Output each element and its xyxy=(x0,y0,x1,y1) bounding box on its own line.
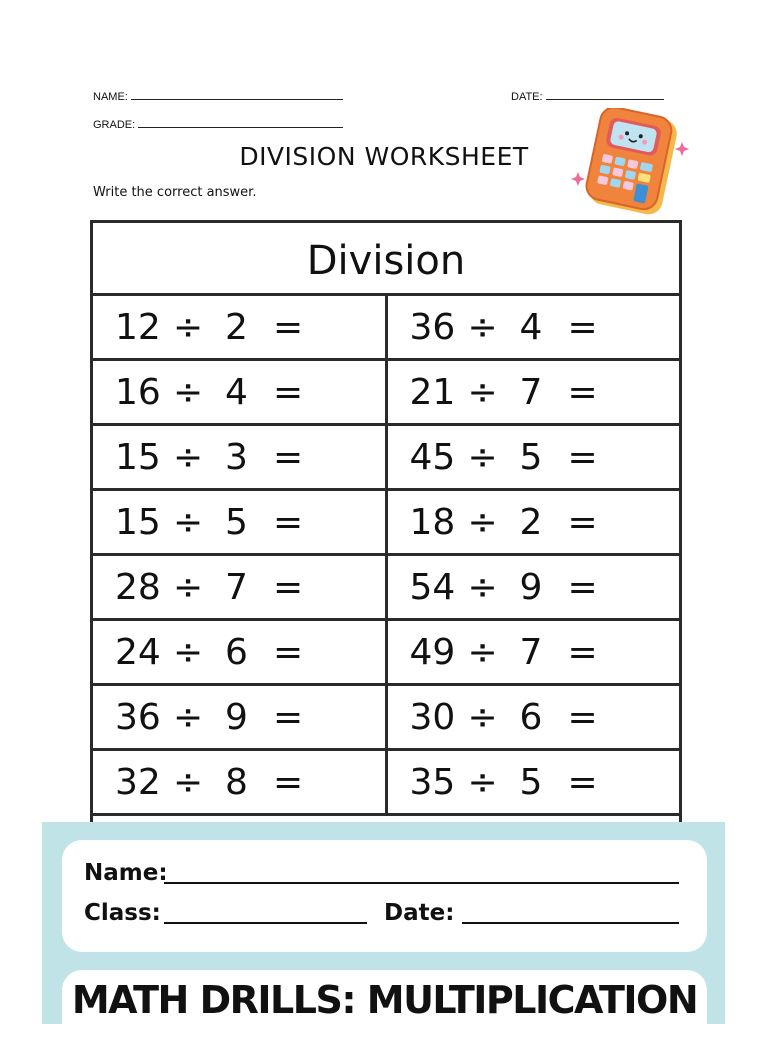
dividend: 30 xyxy=(409,697,456,738)
page-title: DIVISION WORKSHEET xyxy=(239,142,529,171)
footer-class-label: Class: xyxy=(84,900,161,926)
dividend: 35 xyxy=(409,762,456,803)
dividend: 36 xyxy=(115,697,161,738)
divide-sign: ÷ xyxy=(173,697,204,738)
divide-sign: ÷ xyxy=(173,567,204,608)
dividend: 21 xyxy=(409,372,456,413)
calculator-illustration xyxy=(570,108,695,218)
divisor: 5 xyxy=(519,762,543,803)
dividend: 28 xyxy=(115,567,161,608)
divisor: 2 xyxy=(225,307,248,348)
equals-sign: = xyxy=(273,372,304,413)
divisor: 3 xyxy=(225,437,248,478)
instruction-text: Write the correct answer. xyxy=(93,185,257,200)
divisor: 7 xyxy=(519,372,543,413)
divide-sign: ÷ xyxy=(467,697,498,738)
divisor: 7 xyxy=(225,567,248,608)
dividend: 15 xyxy=(115,502,161,543)
problem-cell[interactable] xyxy=(385,751,680,813)
divide-sign: ÷ xyxy=(467,762,498,803)
equals-sign: = xyxy=(567,697,598,738)
table-row xyxy=(93,296,679,361)
equals-sign: = xyxy=(567,632,598,673)
divisor: 8 xyxy=(225,762,248,803)
problem-cell[interactable] xyxy=(385,491,680,553)
divisor: 9 xyxy=(519,567,543,608)
grade-line[interactable] xyxy=(138,117,343,128)
table-row xyxy=(93,361,679,426)
footer-panel xyxy=(42,822,725,1024)
problem-cell[interactable] xyxy=(385,621,680,683)
divisor: 6 xyxy=(519,697,543,738)
problem-cell[interactable] xyxy=(93,751,385,813)
divide-sign: ÷ xyxy=(173,502,204,543)
divisor: 4 xyxy=(519,307,543,348)
equals-sign: = xyxy=(273,437,304,478)
divisor: 4 xyxy=(225,372,248,413)
dividend: 15 xyxy=(115,437,161,478)
footer-name-label: Name: xyxy=(84,860,168,886)
equals-sign: = xyxy=(567,307,598,348)
problem-cell[interactable] xyxy=(93,621,385,683)
name-line[interactable] xyxy=(131,89,343,100)
problem-cell[interactable] xyxy=(385,686,680,748)
equals-sign: = xyxy=(273,567,304,608)
divide-sign: ÷ xyxy=(173,632,204,673)
dividend: 36 xyxy=(409,307,456,348)
dividend: 18 xyxy=(409,502,456,543)
equals-sign: = xyxy=(567,762,598,803)
table-row xyxy=(93,556,679,621)
divide-sign: ÷ xyxy=(173,307,204,348)
table-row xyxy=(93,426,679,491)
divisor: 2 xyxy=(519,502,543,543)
problem-cell[interactable] xyxy=(385,556,680,618)
equals-sign: = xyxy=(273,632,304,673)
table-row xyxy=(93,621,679,686)
divide-sign: ÷ xyxy=(467,372,498,413)
footer-date-label: Date: xyxy=(384,900,455,926)
footer-name-line[interactable] xyxy=(164,882,679,884)
footer-class-line[interactable] xyxy=(164,922,367,924)
divisor: 6 xyxy=(225,632,248,673)
problem-cell[interactable] xyxy=(385,361,680,423)
problem-cell[interactable] xyxy=(93,361,385,423)
problem-cell[interactable] xyxy=(93,686,385,748)
divide-sign: ÷ xyxy=(173,437,204,478)
divide-sign: ÷ xyxy=(467,502,498,543)
dividend: 16 xyxy=(115,372,161,413)
footer-date-line[interactable] xyxy=(462,922,679,924)
problem-cell[interactable] xyxy=(93,296,385,358)
divide-sign: ÷ xyxy=(173,762,204,803)
equals-sign: = xyxy=(567,567,598,608)
table-row xyxy=(93,686,679,751)
divide-sign: ÷ xyxy=(467,437,498,478)
table-heading: Division xyxy=(93,223,679,296)
divide-sign: ÷ xyxy=(467,632,498,673)
date-line[interactable] xyxy=(546,89,664,100)
dividend: 24 xyxy=(115,632,161,673)
banner-card xyxy=(62,970,707,1050)
dividend: 12 xyxy=(115,307,161,348)
equals-sign: = xyxy=(273,307,304,348)
student-info-card xyxy=(62,840,707,952)
equals-sign: = xyxy=(567,437,598,478)
problem-cell[interactable] xyxy=(93,491,385,553)
grade-field xyxy=(93,117,343,131)
equals-sign: = xyxy=(273,762,304,803)
dividend: 32 xyxy=(115,762,161,803)
divisor: 5 xyxy=(225,502,248,543)
problem-cell[interactable] xyxy=(385,426,680,488)
table-row xyxy=(93,751,679,816)
table-row xyxy=(93,491,679,556)
division-table xyxy=(90,220,682,840)
problem-cell[interactable] xyxy=(93,556,385,618)
divisor: 5 xyxy=(519,437,543,478)
grade-label: GRADE: xyxy=(93,119,136,131)
divide-sign: ÷ xyxy=(467,307,498,348)
divisor: 9 xyxy=(225,697,248,738)
name-label: NAME: xyxy=(93,91,128,103)
equals-sign: = xyxy=(567,502,598,543)
dividend: 49 xyxy=(409,632,456,673)
date-label: DATE: xyxy=(511,91,543,103)
problem-cell[interactable] xyxy=(385,296,680,358)
divide-sign: ÷ xyxy=(173,372,204,413)
equals-sign: = xyxy=(273,502,304,543)
problem-cell[interactable] xyxy=(93,426,385,488)
equals-sign: = xyxy=(273,697,304,738)
dividend: 54 xyxy=(409,567,456,608)
date-field xyxy=(511,89,664,103)
divisor: 7 xyxy=(519,632,543,673)
name-field xyxy=(93,89,343,103)
math-drills-banner: MATH DRILLS: MULTIPLICATION xyxy=(71,978,698,1022)
divide-sign: ÷ xyxy=(467,567,498,608)
dividend: 45 xyxy=(409,437,456,478)
equals-sign: = xyxy=(567,372,598,413)
